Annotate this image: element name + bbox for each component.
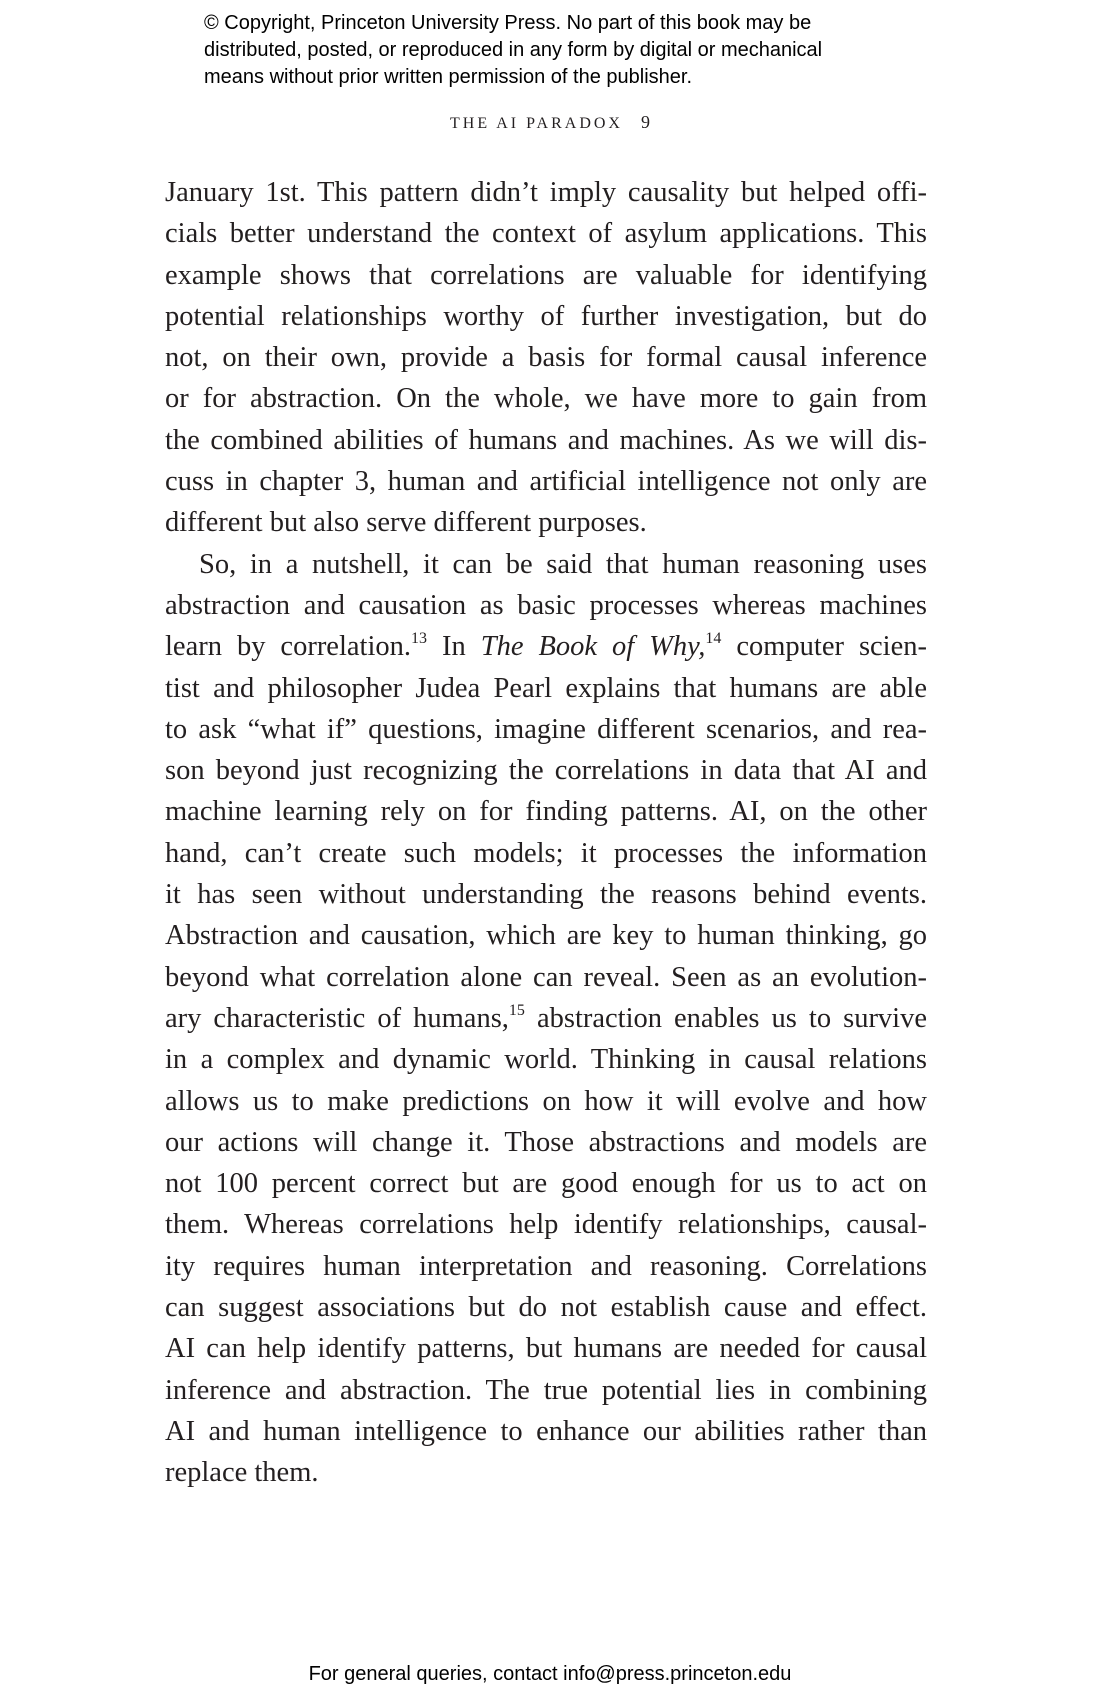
copyright-line: means without prior written permission of the publisher. <box>204 66 693 88</box>
text-line: to ask “what if” questions, imagine different scenarios, and rea- <box>165 713 927 745</box>
text-segment: ary characteristic of humans, <box>165 1002 509 1034</box>
text-line: beyond what correlation alone can reveal. Seen as an evolution- <box>165 961 927 993</box>
page-number: 9 <box>640 112 650 132</box>
paragraph-start-line: So, in a nutshell, it can be said that human reasoning uses <box>199 548 927 580</box>
text-line: or for abstraction. On the whole, we have more to gain from <box>165 383 927 415</box>
text-line-with-citation <box>165 998 927 1039</box>
text-line: son beyond just recognizing the correlations in data that AI and <box>165 755 927 787</box>
text-line: our actions will change it. Those abstractions and models are <box>165 1126 927 1158</box>
text-line: Abstraction and causation, which are key to human thinking, go <box>165 920 927 952</box>
body-text <box>165 172 927 1494</box>
copyright-line: distributed, posted, or reproduced in any form by digital or mechanical <box>204 39 823 61</box>
footnote-ref-13[interactable]: 13 <box>411 630 427 648</box>
text-line: them. Whereas correlations help identify relationships, causal- <box>165 1209 927 1241</box>
text-line: inference and abstraction. The true potential lies in combining <box>165 1374 927 1406</box>
footnote-ref-15[interactable]: 15 <box>508 1001 525 1019</box>
text-line: AI and human intelligence to enhance our abilities rather than <box>165 1415 927 1447</box>
book-title: The Book of Why, <box>480 631 706 663</box>
text-segment: In <box>427 631 481 663</box>
text-line: abstraction and causation as basic processes whereas machines <box>165 589 927 621</box>
text-line: can suggest associations but do not establish cause and effect. <box>165 1292 927 1324</box>
text-line: different but also serve different purposes. <box>165 507 647 539</box>
text-line: in a complex and dynamic world. Thinking in causal relations <box>165 1044 927 1076</box>
text-line: it has seen without understanding the reasons behind events. <box>165 879 927 911</box>
text-line: machine learning rely on for finding patterns. AI, on the other <box>165 796 927 828</box>
running-head-title: THE AI PARADOX <box>450 115 623 132</box>
text-line: not 100 percent correct but are good enough for us to act on <box>165 1168 927 1200</box>
text-line: potential relationships worthy of further investigation, but do <box>165 300 927 332</box>
text-segment: computer scien- <box>721 631 927 663</box>
text-line: AI can help identify patterns, but humans are needed for causal <box>165 1333 927 1365</box>
footer-contact <box>0 1663 1100 1686</box>
text-line: hand, can’t create such models; it processes the information <box>165 837 927 869</box>
text-line: January 1st. This pattern didn’t imply causality but helped offi- <box>165 177 927 208</box>
text-segment: learn by correlation. <box>165 631 411 663</box>
copyright-line: © Copyright, Princeton University Press. No part of this book may be <box>204 12 812 34</box>
text-line: cials better understand the context of asylum applications. This <box>165 218 927 250</box>
footnote-ref-14[interactable]: 14 <box>705 630 722 648</box>
text-line: ity requires human interpretation and reasoning. Correlations <box>165 1250 927 1282</box>
text-line: allows us to make predictions on how it will evolve and how <box>165 1085 927 1117</box>
footer-text: For general queries, contact info@press.princeton.edu <box>308 1663 792 1685</box>
text-segment: abstraction enables us to survive <box>524 1002 928 1034</box>
running-head <box>0 112 1100 133</box>
text-line: cuss in chapter 3, human and artificial intelligence not only are <box>165 466 927 498</box>
text-line: the combined abilities of humans and machines. As we will dis- <box>165 424 927 456</box>
text-line: tist and philosopher Judea Pearl explains that humans are able <box>165 672 927 704</box>
text-line: replace them. <box>165 1457 319 1489</box>
text-line: example shows that correlations are valuable for identifying <box>165 259 927 291</box>
copyright-notice <box>204 10 924 91</box>
text-line: not, on their own, provide a basis for formal causal inference <box>165 342 927 374</box>
text-line-with-citations <box>165 626 927 667</box>
